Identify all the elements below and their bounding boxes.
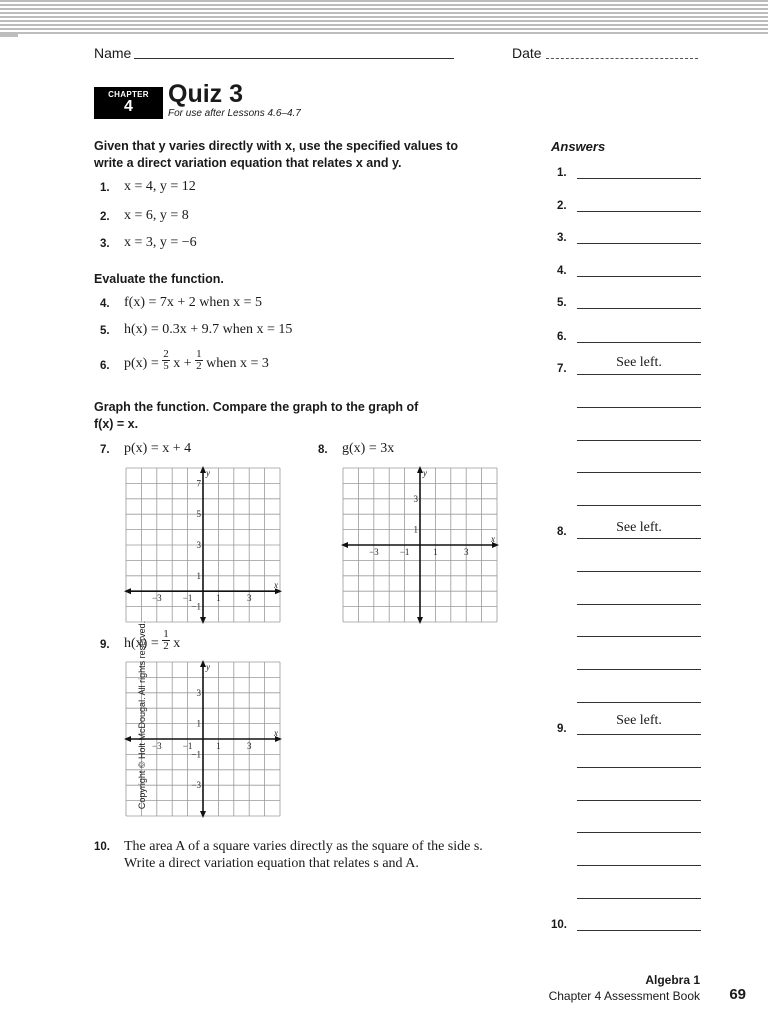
answer-number: 5. — [557, 297, 567, 309]
x-axis-label: x — [491, 534, 495, 544]
answer-number: 9. — [557, 723, 567, 735]
problem-5-text: h(x) = 0.3x + 9.7 when x = 15 — [124, 322, 293, 337]
problem-number: 7. — [100, 444, 110, 456]
answer-line-8-extra[interactable] — [577, 636, 701, 637]
y-tick-label: 3 — [196, 687, 201, 698]
y-tick-label: 1 — [413, 524, 418, 535]
y-tick-label: 5 — [196, 509, 201, 520]
answer-9-text: See left. — [616, 713, 662, 728]
chapter-number: 4 — [124, 98, 133, 115]
name-field-line[interactable] — [134, 58, 454, 59]
answer-line-9-extra[interactable] — [577, 865, 701, 866]
page-number: 69 — [729, 986, 746, 1003]
answer-line-7-extra[interactable] — [577, 472, 701, 473]
x-tick-label: 1 — [216, 593, 221, 604]
answer-number: 8. — [557, 526, 567, 538]
x-tick-label: 1 — [433, 547, 438, 557]
problem-3-text: x = 3, y = −6 — [124, 235, 197, 250]
x-tick-label: 3 — [246, 741, 252, 751]
top-stripe-band — [0, 0, 768, 34]
footer-book-subtitle: Chapter 4 Assessment Book — [548, 989, 700, 1003]
answer-number: 4. — [557, 265, 567, 277]
x-tick-label: −3 — [152, 593, 162, 604]
instruction-line: Graph the function. Compare the graph to the graph of — [94, 400, 419, 414]
x-axis-arrow — [124, 588, 131, 594]
answer-line-9-extra[interactable] — [577, 767, 701, 768]
problem-number: 5. — [100, 325, 110, 337]
y-axis-arrow — [200, 811, 206, 818]
problem-number: 9. — [100, 639, 110, 651]
y-tick-label: −1 — [191, 601, 201, 612]
problem-number: 3. — [100, 238, 110, 250]
x-tick-label: 3 — [246, 593, 252, 604]
problem-9-text: h(x) = $\frac{1}{2}$ x — [124, 628, 181, 652]
quiz-subtitle: For use after Lessons 4.6–4.7 — [168, 108, 301, 119]
problem-1-text: x = 4, y = 12 — [124, 179, 196, 194]
answer-line-9-extra[interactable] — [577, 832, 701, 833]
x-tick-label: −1 — [399, 547, 410, 557]
y-axis-label: y — [206, 468, 210, 478]
chapter-badge — [94, 87, 163, 119]
answer-line-10[interactable] — [577, 930, 701, 931]
evaluate-instruction: Evaluate the function. — [94, 272, 224, 286]
page-title: Quiz 3 — [168, 80, 244, 108]
problem-10-text: The area A of a square varies directly as the square of the side s. Write a direct variation equation that relates s and A. — [124, 839, 483, 871]
instruction-line: write a direct variation equation that relates x and y. — [94, 156, 402, 170]
answer-line-7[interactable] — [577, 374, 701, 375]
graph-instruction — [94, 399, 418, 433]
x-axis-label: x — [274, 580, 278, 591]
footer-book-title: Algebra 1 — [645, 973, 700, 987]
problem-number: 1. — [100, 182, 110, 194]
fraction: $\frac{1}{2}$ — [196, 348, 202, 372]
fraction: $\frac{2}{5}$ — [163, 348, 169, 372]
x-tick-label: −1 — [182, 741, 193, 751]
coordinate-grid-problem-9[interactable] — [126, 662, 281, 820]
y-axis-arrow — [417, 617, 423, 624]
y-tick-label: 7 — [196, 478, 201, 489]
problem-4-text: f(x) = 7x + 2 when x = 5 — [124, 295, 262, 310]
answer-line-7-extra[interactable] — [577, 505, 701, 506]
answer-7-text: See left. — [616, 355, 662, 370]
instruction-line: Given that y varies directly with x, use the specified values to — [94, 139, 459, 153]
answer-number: 3. — [557, 232, 567, 244]
name-label: Name — [94, 45, 132, 61]
answer-number: 2. — [557, 200, 567, 212]
y-tick-label: 3 — [196, 540, 201, 550]
answer-line-7-extra[interactable] — [577, 440, 701, 441]
answer-number: 10. — [551, 919, 567, 931]
problem-7-text: p(x) = x + 4 — [124, 441, 192, 456]
answer-line-8-extra[interactable] — [577, 571, 701, 572]
answer-line-9-extra[interactable] — [577, 898, 701, 899]
problem-2-text: x = 6, y = 8 — [124, 208, 189, 223]
x-axis-arrow — [341, 542, 348, 548]
y-axis-label: y — [206, 662, 210, 672]
x-tick-label: 1 — [216, 741, 221, 751]
y-tick-label: −1 — [191, 749, 201, 760]
chapter-label: CHAPTER — [108, 90, 149, 99]
answer-line-8-extra[interactable] — [577, 669, 701, 670]
answer-line-8-extra[interactable] — [577, 604, 701, 605]
problem-number: 6. — [100, 360, 110, 372]
y-tick-label: 1 — [196, 570, 201, 581]
x-tick-label: 3 — [463, 547, 469, 557]
answer-line-8-extra[interactable] — [577, 702, 701, 703]
answer-8-text: See left. — [616, 520, 662, 535]
coordinate-grid-problem-8[interactable] — [343, 468, 498, 626]
answer-line-1[interactable] — [577, 178, 701, 179]
fraction: $\frac{1}{2}$ — [163, 628, 169, 652]
top-stripe-cap — [0, 34, 18, 37]
answers-title: Answers — [551, 139, 606, 154]
answer-line-2[interactable] — [577, 211, 701, 212]
date-label: Date — [512, 45, 542, 61]
answer-line-7-extra[interactable] — [577, 407, 701, 408]
y-tick-label: 1 — [196, 718, 201, 729]
problem-number: 4. — [100, 298, 110, 310]
answer-line-4[interactable] — [577, 276, 701, 277]
answer-line-9[interactable] — [577, 734, 701, 735]
x-tick-label: −3 — [152, 741, 162, 751]
y-tick-label: 3 — [413, 493, 418, 504]
coordinate-grid-problem-7[interactable] — [126, 468, 281, 626]
problem-8-text: g(x) = 3x — [342, 441, 395, 456]
direct-variation-instruction — [94, 138, 458, 172]
problem-6-text: p(x) = $\frac{2}{5}$ x + $\frac{1}{2}$ when x = 3 — [124, 348, 269, 372]
date-field-line[interactable] — [546, 58, 698, 59]
answer-number: 1. — [557, 167, 567, 179]
answer-line-5[interactable] — [577, 308, 701, 309]
answer-number: 6. — [557, 331, 567, 343]
problem-number: 10. — [94, 841, 110, 853]
y-axis-arrow — [200, 617, 206, 624]
answer-line-6[interactable] — [577, 342, 701, 343]
copyright-notice: Copyright © Holt McDougal. All rights reserved. — [137, 620, 147, 810]
answer-line-8[interactable] — [577, 538, 701, 539]
y-tick-label: −3 — [191, 780, 201, 791]
problem-number: 8. — [318, 444, 328, 456]
x-tick-label: −3 — [369, 547, 379, 557]
instruction-line: f(x) = x. — [94, 417, 139, 431]
answer-line-9-extra[interactable] — [577, 800, 701, 801]
y-axis-label: y — [423, 468, 427, 478]
answer-number: 7. — [557, 363, 567, 375]
x-tick-label: −1 — [182, 593, 193, 604]
answer-line-3[interactable] — [577, 243, 701, 244]
x-axis-arrow — [124, 736, 131, 742]
problem-number: 2. — [100, 211, 110, 223]
x-axis-label: x — [274, 728, 278, 738]
